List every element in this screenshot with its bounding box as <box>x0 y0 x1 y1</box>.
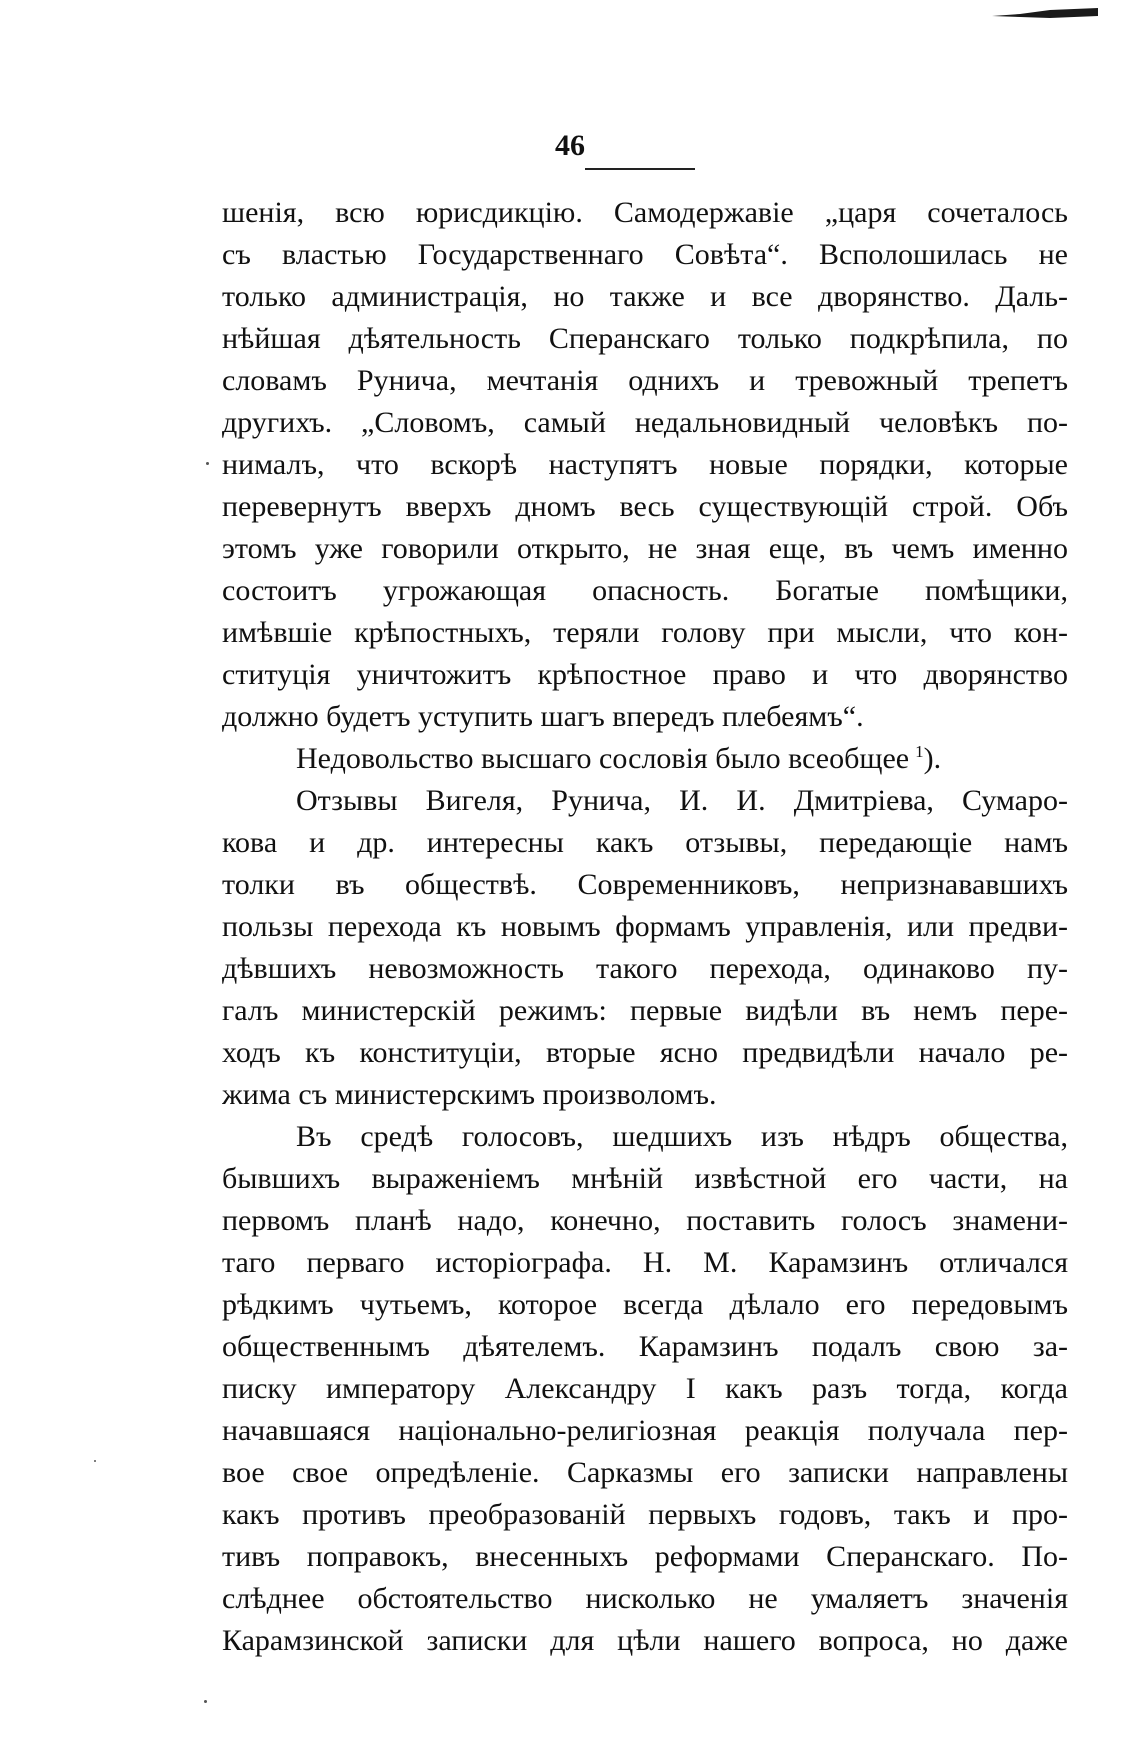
paragraph <box>222 738 1068 780</box>
corner-scan-mark <box>990 6 1100 20</box>
text-line: толки въ обществѣ. Современниковъ, непризнававшихъ <box>222 868 1068 901</box>
text-line: таго перваго исторіографа. Н. М. Карамзинъ отличался <box>222 1246 1068 1279</box>
text-line: перевернутъ вверхъ дномъ весь существующій строй. Объ <box>222 490 1068 523</box>
text-line: писку императору Александру I какъ разъ тогда, когда <box>222 1372 1068 1405</box>
body-text <box>222 192 1068 1662</box>
paragraph <box>222 780 1068 1116</box>
text-line: только администрація, но также и все дворянство. Даль- <box>222 280 1068 313</box>
page-number: 46 <box>555 129 585 162</box>
text-line: Карамзинской записки для цѣли нашего вопроса, но даже <box>222 1624 1068 1657</box>
text-line: какъ противъ преобразованій первыхъ годовъ, такъ и про- <box>222 1498 1068 1531</box>
text-line: бывшихъ выраженіемъ мнѣній извѣстной его части, на <box>222 1162 1068 1195</box>
text-line: рѣдкимъ чутьемъ, которое всегда дѣлало его передовымъ <box>222 1288 1068 1321</box>
text-line: дѣвшихъ невозможность такого перехода, одинаково пу- <box>222 952 1068 985</box>
text-line: вое свое опредѣленіе. Сарказмы его записки направлены <box>222 1456 1068 1489</box>
text-line: жима съ министерскимъ произволомъ. <box>222 1078 717 1111</box>
text-line: ституція уничтожитъ крѣпостное право и что дворянство <box>222 658 1068 691</box>
text-line: ходъ къ конституціи, вторые ясно предвидѣли начало ре- <box>222 1036 1068 1069</box>
text-line: начавшаяся національно-религіозная реакція получала пер- <box>222 1414 1068 1447</box>
page-number-rule <box>585 168 695 170</box>
text-line: нималъ, что вскорѣ наступятъ новые порядки, которые <box>222 448 1068 481</box>
text-line: общественнымъ дѣятелемъ. Карамзинъ подалъ свою за- <box>222 1330 1068 1363</box>
text-line: съ властью Государственнаго Совѣта“. Всполошилась не <box>222 238 1068 271</box>
scan-speck <box>94 1460 96 1462</box>
text-line: галъ министерскій режимъ: первые видѣли въ немъ пере- <box>222 994 1068 1027</box>
text-line: Въ средѣ голосовъ, шедшихъ изъ нѣдръ общества, <box>296 1120 1068 1153</box>
text-line: другихъ. „Словомъ, самый недальновидный человѣкъ по- <box>222 406 1068 439</box>
line-tail: ). <box>923 742 942 775</box>
scan-speck <box>204 1700 207 1703</box>
scan-speck <box>206 462 209 465</box>
text-line: должно будетъ уступить шагъ впередъ плебеямъ“. <box>222 700 864 733</box>
text-line: слѣднее обстоятельство нисколько не умаляетъ значенія <box>222 1582 1068 1615</box>
text-line: тивъ поправокъ, внесенныхъ реформами Сперанскаго. По- <box>222 1540 1068 1573</box>
text-line: словамъ Рунича, мечтанія однихъ и тревожный трепетъ <box>222 364 1068 397</box>
line-text: Недовольство высшаго сословія было всеобщее <box>296 742 910 775</box>
text-line <box>222 738 1068 780</box>
text-line: имѣвшіе крѣпостныхъ, теряли голову при мысли, что кон- <box>222 616 1068 649</box>
paragraph <box>222 192 1068 738</box>
text-line: шенія, всю юрисдикцію. Самодержавіе „царя сочеталось <box>222 196 1068 229</box>
paragraph <box>222 1116 1068 1662</box>
text-line: кова и др. интересны какъ отзывы, передающіе намъ <box>222 826 1068 859</box>
text-line: этомъ уже говорили открыто, не зная еще, въ чемъ именно <box>222 532 1068 565</box>
text-line: первомъ планѣ надо, конечно, поставить голосъ знамени- <box>222 1204 1068 1237</box>
text-line: состоитъ угрожающая опасность. Богатые помѣщики, <box>222 574 1068 607</box>
text-line: нѣйшая дѣятельность Сперанскаго только подкрѣпила, по <box>222 322 1068 355</box>
footnote-reference: 1 <box>915 742 924 761</box>
text-line: Отзывы Вигеля, Рунича, И. И. Дмитріева, Сумаро- <box>296 784 1068 817</box>
text-line: пользы перехода къ новымъ формамъ управленія, или предви- <box>222 910 1068 943</box>
